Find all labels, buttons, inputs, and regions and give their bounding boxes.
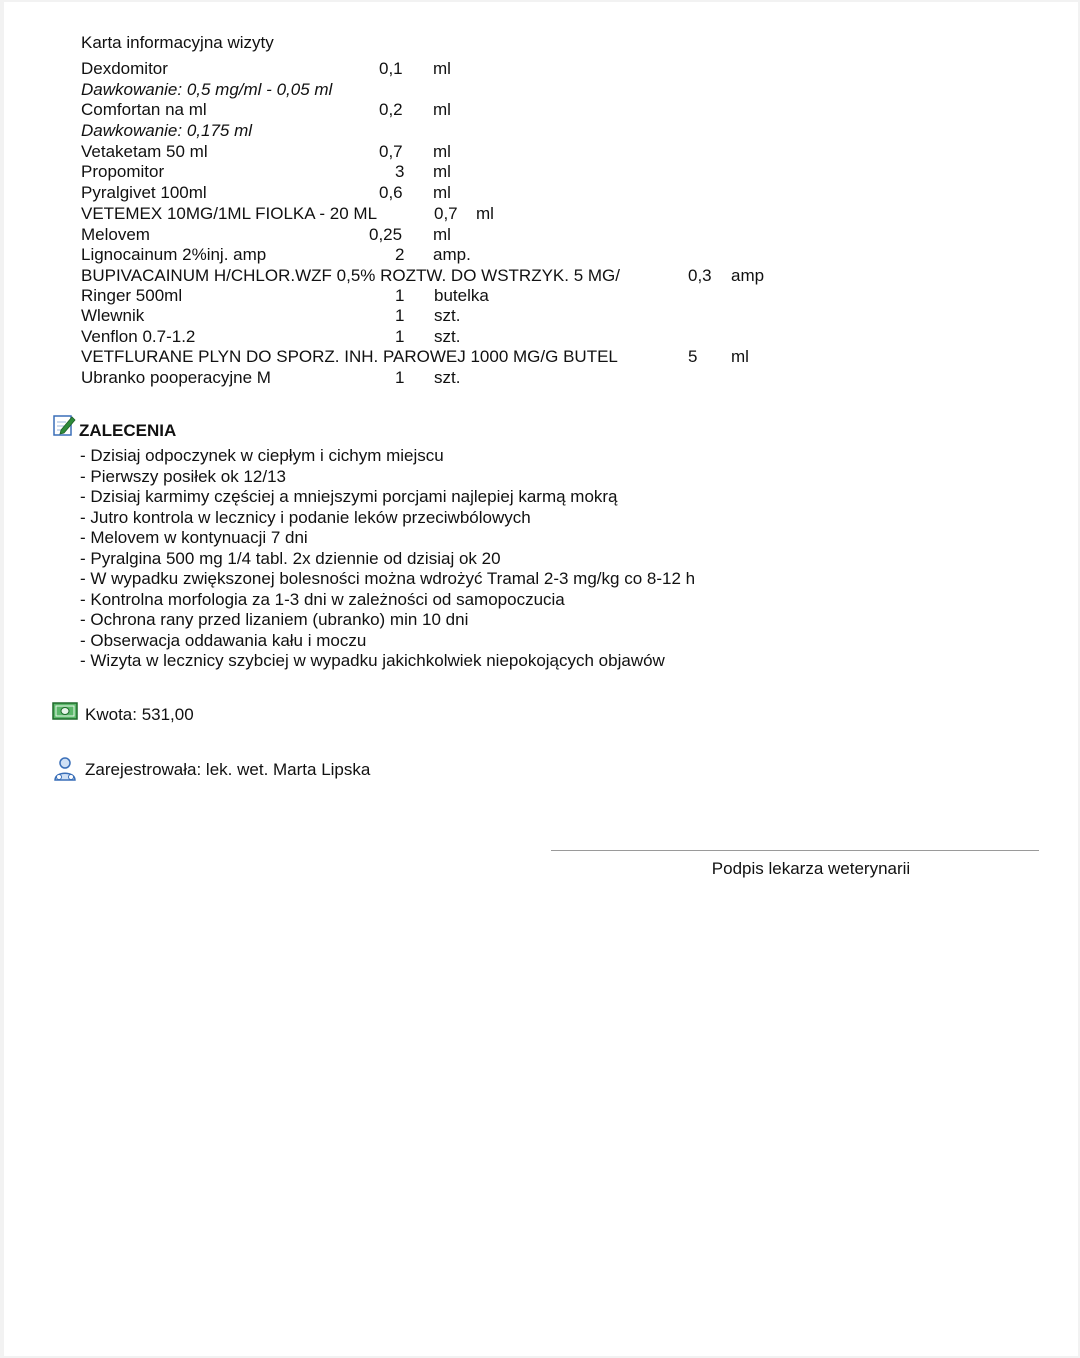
medication-qty: 1 bbox=[395, 286, 405, 305]
money-icon bbox=[52, 702, 78, 720]
registrar-label: Zarejestrowała: lek. wet. Marta Lipska bbox=[85, 760, 371, 779]
medication-row bbox=[81, 245, 471, 265]
medication-unit: ml bbox=[433, 225, 451, 244]
payment-amount-label: Kwota: 531,00 bbox=[85, 705, 194, 724]
recommendations-title: ZALECENIA bbox=[79, 421, 177, 440]
medication-unit: ml bbox=[433, 59, 451, 78]
medication-row bbox=[81, 225, 451, 245]
list-item: - Dzisiaj odpoczynek w ciepłym i cichym miejscu bbox=[80, 446, 444, 465]
edit-icon bbox=[52, 413, 76, 437]
medication-qty: 2 bbox=[395, 245, 405, 264]
medication-qty: 0,3 bbox=[688, 266, 712, 285]
medication-unit: ml bbox=[433, 142, 451, 161]
medication-qty: 0,7 bbox=[434, 204, 458, 223]
user-icon bbox=[52, 756, 78, 782]
medication-row bbox=[81, 368, 461, 388]
document-title: Karta informacyjna wizyty bbox=[81, 33, 274, 52]
medication-dose: Dawkowanie: 0,175 ml bbox=[81, 121, 253, 140]
medication-name: Comfortan na ml bbox=[81, 100, 207, 119]
signature-line bbox=[551, 850, 1039, 851]
medication-dose: Dawkowanie: 0,5 mg/ml - 0,05 ml bbox=[81, 80, 333, 99]
medication-row bbox=[81, 327, 461, 347]
medication-qty: 5 bbox=[688, 347, 698, 366]
medication-row bbox=[81, 183, 451, 203]
medication-unit: ml bbox=[476, 204, 494, 223]
medication-row bbox=[81, 306, 461, 326]
list-item: - Dzisiaj karmimy częściej a mniejszymi porcjami najlepiej karmą mokrą bbox=[80, 487, 618, 506]
medication-name: VETEMEX 10MG/1ML FIOLKA - 20 ML bbox=[81, 204, 378, 223]
medication-unit: amp. bbox=[433, 245, 471, 264]
medication-name: Propomitor bbox=[81, 162, 165, 181]
medication-row bbox=[81, 162, 451, 182]
medication-qty: 1 bbox=[395, 327, 405, 346]
medication-qty: 0,2 bbox=[379, 100, 403, 119]
medication-unit: ml bbox=[731, 347, 749, 366]
medication-name: Melovem bbox=[81, 225, 150, 244]
medication-row bbox=[81, 59, 451, 79]
list-item: - Melovem w kontynuacji 7 dni bbox=[80, 528, 308, 547]
medication-name: Ringer 500ml bbox=[81, 286, 183, 305]
list-item: - Ochrona rany przed lizaniem (ubranko) min 10 dni bbox=[80, 610, 469, 629]
list-item: - Kontrolna morfologia za 1-3 dni w zależności od samopoczucia bbox=[80, 589, 565, 609]
signature-label: Podpis lekarza weterynarii bbox=[711, 859, 911, 878]
medication-name: Pyralgivet 100ml bbox=[81, 183, 207, 202]
medication-qty: 1 bbox=[395, 368, 405, 387]
medication-name: Lignocainum 2%inj. amp bbox=[81, 245, 267, 264]
medication-qty: 0,7 bbox=[379, 142, 403, 161]
list-item: - W wypadku zwiększonej bolesności można wdrożyć Tramal 2-3 mg/kg co 8-12 h bbox=[80, 569, 696, 588]
medication-row bbox=[81, 204, 494, 224]
medication-name: BUPIVACAINUM H/CHLOR.WZF 0,5% ROZTW. DO WSTRZYK. 5 MG/ bbox=[81, 266, 620, 285]
medication-unit: ml bbox=[433, 183, 451, 202]
list-item: - Obserwacja oddawania kału i moczu bbox=[80, 630, 367, 650]
medication-unit: amp bbox=[731, 266, 765, 285]
medication-name: VETFLURANE PLYN DO SPORZ. INH. PAROWEJ 1000 MG/G BUTEL bbox=[81, 347, 618, 366]
medication-unit: ml bbox=[433, 162, 451, 181]
list-item: - Jutro kontrola w lecznicy i podanie leków przeciwbólowych bbox=[80, 507, 531, 527]
medication-name: Venflon 0.7-1.2 bbox=[81, 327, 196, 346]
medication-row bbox=[81, 142, 451, 162]
medication-qty: 3 bbox=[395, 162, 405, 181]
medication-row bbox=[81, 286, 489, 306]
list-item: - Wizyta w lecznicy szybciej w wypadku jakichkolwiek niepokojących objawów bbox=[80, 651, 665, 670]
medication-unit: szt. bbox=[434, 306, 461, 325]
medication-row bbox=[81, 100, 451, 120]
medication-qty: 1 bbox=[395, 306, 405, 325]
medication-qty: 0,1 bbox=[379, 59, 403, 78]
list-item: - Pierwszy posiłek ok 12/13 bbox=[80, 466, 286, 486]
medication-name: Ubranko pooperacyjne M bbox=[81, 368, 271, 387]
medication-unit: ml bbox=[433, 100, 451, 119]
medication-qty: 0,6 bbox=[379, 183, 403, 202]
medication-name: Wlewnik bbox=[81, 306, 145, 325]
medication-row bbox=[81, 266, 765, 286]
medication-name: Vetaketam 50 ml bbox=[81, 142, 208, 161]
medication-unit: butelka bbox=[434, 286, 489, 305]
list-item: - Pyralgina 500 mg 1/4 tabl. 2x dziennie od dzisiaj ok 20 bbox=[80, 548, 501, 568]
medication-name: Dexdomitor bbox=[81, 59, 168, 78]
medication-unit: szt. bbox=[434, 368, 461, 387]
medication-unit: szt. bbox=[434, 327, 461, 346]
medication-row bbox=[81, 347, 749, 367]
medication-qty: 0,25 bbox=[369, 225, 403, 244]
recommendations-list bbox=[80, 446, 695, 672]
